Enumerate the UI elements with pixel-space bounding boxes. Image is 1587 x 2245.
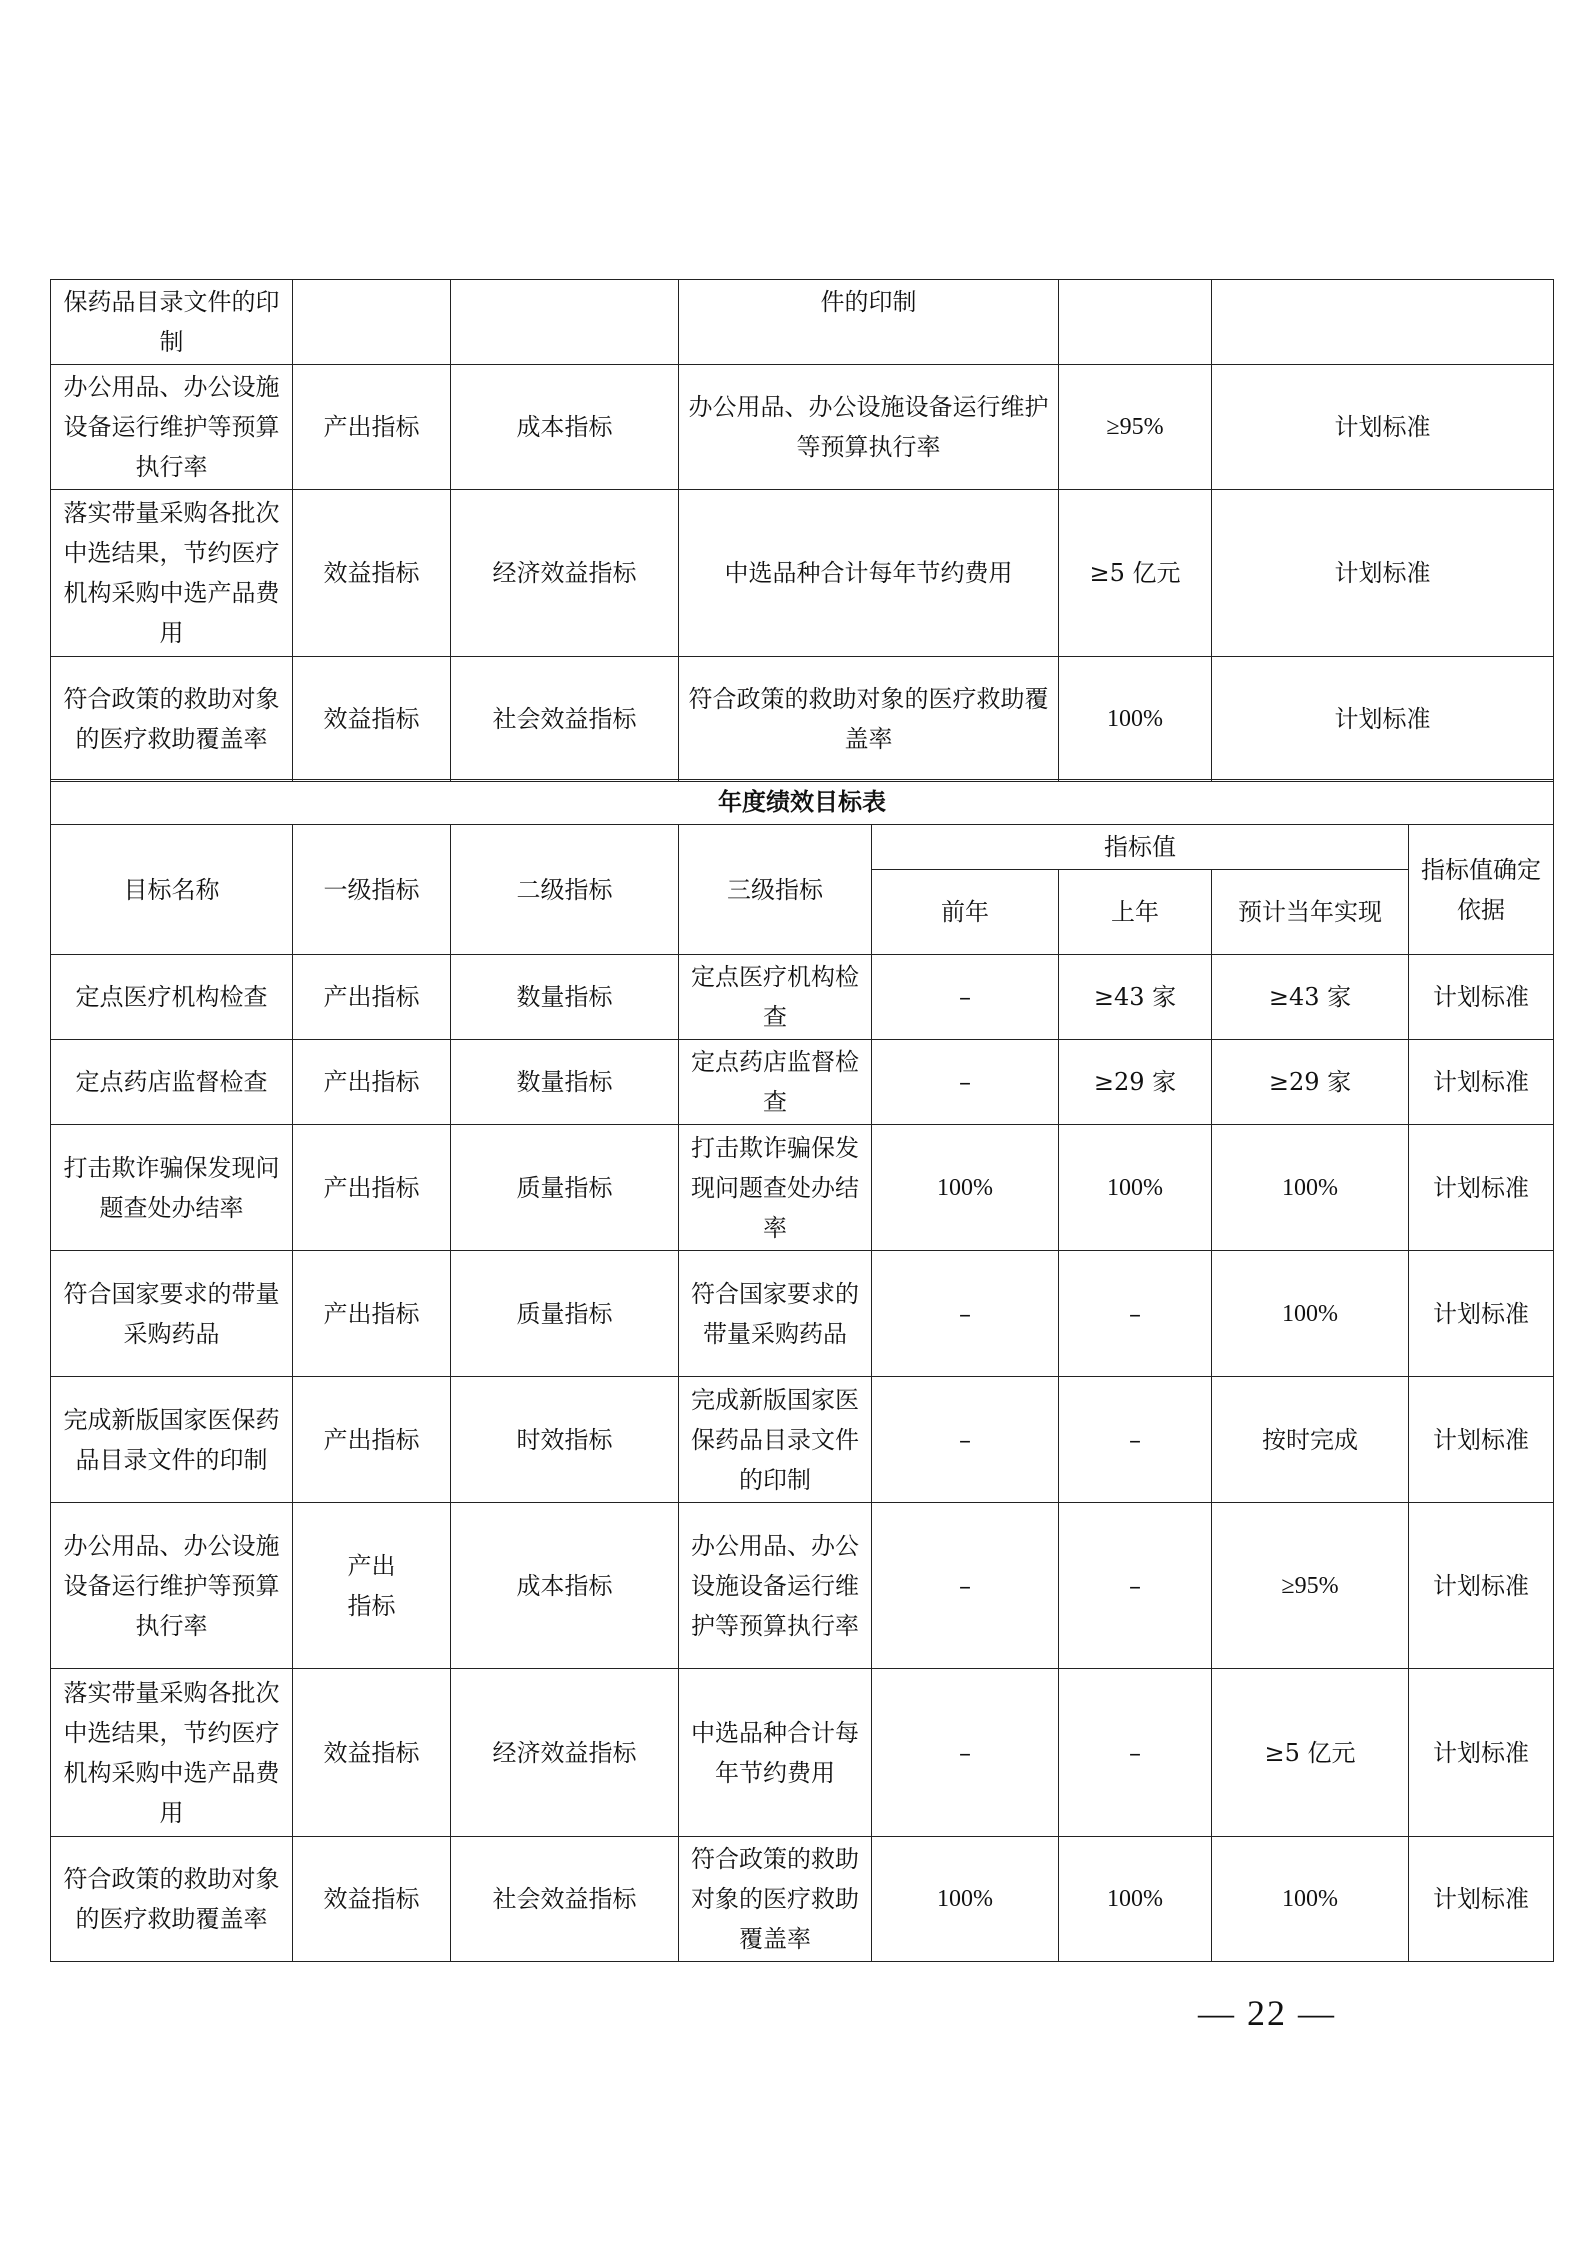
last-year-cell: ≥29 家: [1059, 1040, 1212, 1125]
level1-cell: 产出指标: [293, 1040, 451, 1125]
level1-cell: 效益指标: [293, 490, 451, 657]
expected-cell: ≥5 亿元: [1212, 1669, 1409, 1837]
level3-cell: 符合政策的救助对象的医疗救助覆盖率: [679, 1837, 872, 1962]
goal-name-cell: 定点药店监督检查: [51, 1040, 293, 1125]
table-title: 年度绩效目标表: [51, 780, 1554, 825]
last-year-cell: –: [1059, 1503, 1212, 1669]
level2-cell: 经济效益指标: [451, 1669, 679, 1837]
expected-cell: ≥43 家: [1212, 955, 1409, 1040]
table-row: [51, 1125, 1554, 1251]
table-row: [51, 490, 1554, 657]
continuation-table: [50, 279, 1554, 782]
expected-cell: 100%: [1212, 1251, 1409, 1377]
prev-year-cell: –: [872, 955, 1059, 1040]
header-level1: 一级指标: [293, 825, 451, 955]
table-row: [51, 955, 1554, 1040]
value-cell: 100%: [1059, 657, 1212, 782]
table-row: [51, 280, 1554, 365]
header-last-year: 上年: [1059, 870, 1212, 955]
basis-cell: 计划标准: [1212, 365, 1554, 490]
goal-name-cell: 符合国家要求的带量采购药品: [51, 1251, 293, 1377]
basis-cell: 计划标准: [1409, 1040, 1554, 1125]
prev-year-cell: –: [872, 1251, 1059, 1377]
last-year-cell: ≥43 家: [1059, 955, 1212, 1040]
prev-year-cell: –: [872, 1377, 1059, 1503]
level2-cell: 质量指标: [451, 1251, 679, 1377]
level3-cell: 符合政策的救助对象的医疗救助覆盖率: [679, 657, 1059, 782]
level2-cell: 经济效益指标: [451, 490, 679, 657]
level2-cell: 社会效益指标: [451, 1837, 679, 1962]
expected-cell: 100%: [1212, 1837, 1409, 1962]
table-row: [51, 1669, 1554, 1837]
level1-cell: 产出指标: [293, 1377, 451, 1503]
prev-year-cell: 100%: [872, 1125, 1059, 1251]
value-cell: ≥5 亿元: [1059, 490, 1212, 657]
table-row: [51, 1040, 1554, 1125]
level3-cell: 中选品种合计每年节约费用: [679, 1669, 872, 1837]
header-goal: 目标名称: [51, 825, 293, 955]
table-row: [51, 365, 1554, 490]
level3-cell: 中选品种合计每年节约费用: [679, 490, 1059, 657]
basis-cell: 计划标准: [1409, 1837, 1554, 1962]
level2-cell: 数量指标: [451, 1040, 679, 1125]
annual-performance-table: [50, 779, 1554, 1962]
level2-cell: 质量指标: [451, 1125, 679, 1251]
level1-cell: 产出指标: [293, 1251, 451, 1377]
goal-name-cell: 打击欺诈骗保发现问题查处办结率: [51, 1125, 293, 1251]
prev-year-cell: –: [872, 1040, 1059, 1125]
basis-cell: 计划标准: [1409, 1669, 1554, 1837]
page-number: — 22 —: [1198, 1993, 1336, 2033]
last-year-cell: –: [1059, 1251, 1212, 1377]
expected-cell: ≥95%: [1212, 1503, 1409, 1669]
goal-name-cell: 落实带量采购各批次中选结果，节约医疗机构采购中选产品费用: [51, 1669, 293, 1837]
level1-cell: 效益指标: [293, 657, 451, 782]
table-row: [51, 1503, 1554, 1669]
expected-cell: 按时完成: [1212, 1377, 1409, 1503]
level3-cell: 定点药店监督检查: [679, 1040, 872, 1125]
basis-cell: 计划标准: [1409, 1503, 1554, 1669]
header-expected: 预计当年实现: [1212, 870, 1409, 955]
table-row: [51, 1377, 1554, 1503]
value-cell: ≥95%: [1059, 365, 1212, 490]
last-year-cell: 100%: [1059, 1125, 1212, 1251]
level1-cell: 产出指标: [293, 365, 451, 490]
basis-cell: 计划标准: [1409, 1251, 1554, 1377]
level2-cell: 数量指标: [451, 955, 679, 1040]
level1-cell: 产出指标: [293, 1503, 451, 1669]
header-indicator-value: 指标值: [872, 825, 1409, 870]
header-level3: 三级指标: [679, 825, 872, 955]
level3-cell: 办公用品、办公设施设备运行维护等预算执行率: [679, 1503, 872, 1669]
header-row: [51, 825, 1554, 870]
level1-cell: [293, 280, 451, 365]
level2-cell: [451, 280, 679, 365]
level3-cell: 件的印制: [679, 280, 1059, 365]
basis-cell: 计划标准: [1409, 955, 1554, 1040]
header-basis: 指标值确定依据: [1409, 825, 1554, 955]
goal-name-cell: 落实带量采购各批次中选结果，节约医疗机构采购中选产品费用: [51, 490, 293, 657]
goal-name-cell: 符合政策的救助对象的医疗救助覆盖率: [51, 657, 293, 782]
level1-cell: 产出指标: [293, 955, 451, 1040]
header-level2: 二级指标: [451, 825, 679, 955]
goal-name-cell: 定点医疗机构检查: [51, 955, 293, 1040]
prev-year-cell: –: [872, 1503, 1059, 1669]
basis-cell: 计划标准: [1212, 657, 1554, 782]
level2-cell: 成本指标: [451, 1503, 679, 1669]
level1-cell: 产出指标: [293, 1125, 451, 1251]
basis-cell: 计划标准: [1212, 490, 1554, 657]
level3-cell: 打击欺诈骗保发现问题查处办结率: [679, 1125, 872, 1251]
level3-cell: 办公用品、办公设施设备运行维护等预算执行率: [679, 365, 1059, 490]
level2-cell: 成本指标: [451, 365, 679, 490]
prev-year-cell: 100%: [872, 1837, 1059, 1962]
level1-cell: 效益指标: [293, 1669, 451, 1837]
prev-year-cell: –: [872, 1669, 1059, 1837]
goal-name-cell: 办公用品、办公设施设备运行维护等预算执行率: [51, 1503, 293, 1669]
table-row: [51, 1837, 1554, 1962]
level2-cell: 时效指标: [451, 1377, 679, 1503]
level2-cell: 社会效益指标: [451, 657, 679, 782]
last-year-cell: –: [1059, 1377, 1212, 1503]
table-row: [51, 1251, 1554, 1377]
goal-name-cell: 符合政策的救助对象的医疗救助覆盖率: [51, 1837, 293, 1962]
basis-cell: 计划标准: [1409, 1125, 1554, 1251]
expected-cell: ≥29 家: [1212, 1040, 1409, 1125]
basis-cell: 计划标准: [1409, 1377, 1554, 1503]
table-row: [51, 657, 1554, 782]
basis-cell: [1212, 280, 1554, 365]
last-year-cell: 100%: [1059, 1837, 1212, 1962]
level3-cell: 定点医疗机构检查: [679, 955, 872, 1040]
goal-name-cell: 保药品目录文件的印制: [51, 280, 293, 365]
goal-name-cell: 办公用品、办公设施设备运行维护等预算执行率: [51, 365, 293, 490]
expected-cell: 100%: [1212, 1125, 1409, 1251]
header-prev-year: 前年: [872, 870, 1059, 955]
level1-cell: 效益指标: [293, 1837, 451, 1962]
last-year-cell: –: [1059, 1669, 1212, 1837]
goal-name-cell: 完成新版国家医保药品目录文件的印制: [51, 1377, 293, 1503]
value-cell: [1059, 280, 1212, 365]
level3-cell: 符合国家要求的带量采购药品: [679, 1251, 872, 1377]
level3-cell: 完成新版国家医保药品目录文件的印制: [679, 1377, 872, 1503]
